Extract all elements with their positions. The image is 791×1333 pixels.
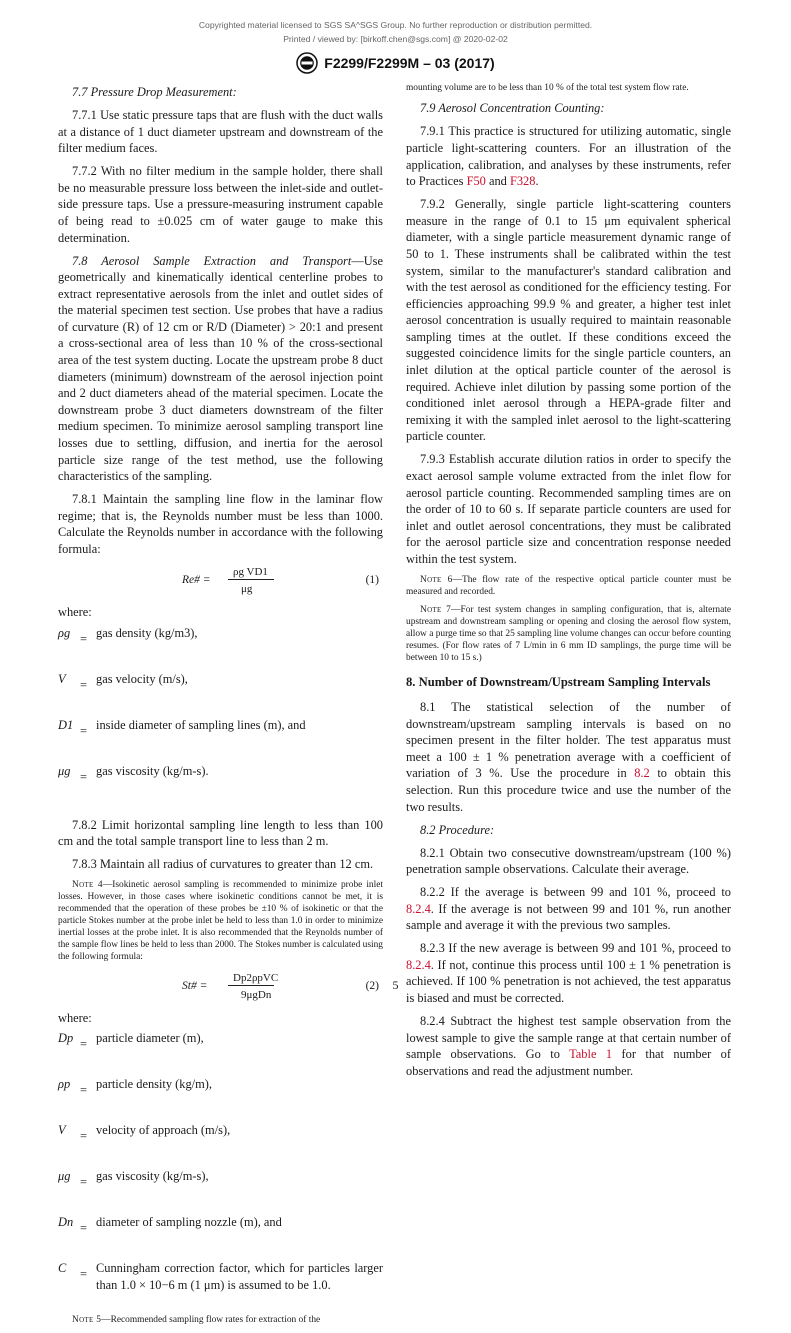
section-7-9-3: 7.9.3 Establish accurate dilution ratios in order to specify the exact aerosol sample volume extracted from the inlet flow for aerosol particle counting. Recommended sampling times are on the order of 10 to 60 s. If separate particle counters are used for inlet and outlet aerosol concentrations, they must be calibrated for the aerosol particle size and concentration response needed within the test system.	[406, 452, 731, 566]
section-7-8-2: 7.8.2 Limit horizontal sampling line length to less than 100 cm and the total sample transport line to less than 2 m.	[58, 817, 383, 849]
variable-sym: D1	[58, 717, 74, 732]
page-number: 5	[392, 978, 399, 992]
section-8-2-4: 8.2.4 Subtract the highest test sample observation from the lowest sample to give the sample range at that certain number of sample observations. Go to Table 1 for that number of observations and read the adjustment number.	[406, 1014, 731, 1078]
variables-list-2	[58, 1030, 383, 1306]
section-8-1: 8.1 The statistical selection of the number of downstream/upstream sampling intervals is based on no specimen present in the filter holder. The test apparatus must meet a 100 ± 1 % penetration average with a coefficient of variation of 3 %. Use the procedure in 8.2 to obtain this selection. Run this procedure twice and use the number of the two results.	[406, 699, 731, 814]
note-5-continued: mounting volume are to be less than 10 % of the total test system flow rate.	[406, 83, 689, 93]
section-7-8: 7.8 Aerosol Sample Extraction and Transport—Use geometrically and kinematically identical centerline probes to extract representative aerosols from the inlet and outlet sides of the material specimen test section. Use probes that have a radius of curvature (R) of 12 cm or R/D (Diameter) > 20:1 and present a cross-sectional area of less than 10 % of the cross-sectional area of the test system ducting. Locate the upstream probe 8 duct diameters (minimum) downstream of the aerosol injection point and 2 duct diameters ahead of the material specimen. Locate the downstream probe 3 duct diameters downstream of the filter medium specimen. To minimize aerosol sampling transport line losses due to settling, diffusion, and inertia for the aerosol particle size range of the test method, use the following characteristics of the sampling.	[58, 253, 383, 484]
link-8-2-4-b[interactable]: 8.2.4	[406, 957, 431, 972]
printed-by-notice: Printed / viewed by: [birkoff.chen@sgs.com] @ 2020-02-02	[283, 34, 508, 44]
variable-sym: V	[58, 671, 66, 686]
variable-desc: velocity of approach (m/s),	[96, 1123, 231, 1138]
section-7-8-1: 7.8.1 Maintain the sampling line flow in the laminar flow regime; that is, the Reynolds number must be less than 1000. Calculate the Reynolds number in accordance with the following formula:	[58, 492, 383, 556]
variable-desc: inside diameter of sampling lines (m), and	[96, 717, 306, 732]
variable-desc: gas viscosity (kg/m-s),	[96, 1169, 209, 1184]
variable-eq: =	[80, 1175, 87, 1190]
section-7-8-3: 7.8.3 Maintain all radius of curvatures to greater than 12 cm.	[72, 857, 374, 872]
link-8-2[interactable]: 8.2	[634, 766, 650, 781]
variable-eq: =	[80, 769, 87, 784]
section-8-2-title: 8.2 Procedure:	[420, 822, 495, 837]
left-column	[58, 84, 383, 1333]
note-7: Note 7—For test system changes in sampling configuration, that is, alternate upstream and downstream sampling or opening and closing the aerosol flow system, allow a purge time so that 25 sampling line volume changes can occur before counting resumes. (For flow rates of 7 L/min in 6 mm ID samplings, the purge time will be between 10 to 15 s.)	[406, 605, 731, 664]
section-7-9-2: 7.9.2 Generally, single particle light-scattering counters measure in the range of 0.1 to 15 μm equivalent spherical diameter, with a single particle measurement dynamic range of 50 to 1. These instruments shall be calibrated within the test system, similar to the manufacturer's standard calibration and with the test aerosol as conditioned for the efficiency testing. For efficiencies approaching 99.9 % and greater, a higher test inlet aerosol concentration is usually required to maintain reasonable sampling times at the outlet. If these conditions exceed the suggested coincidence limits for the single particle counters, an inlet dilution at the optical particle counter of the aerosol is required. Achieve inlet dilution by passing some portion of the conditioned inlet aerosol through a HEPA-grade filter and remixing it with the sampled inlet aerosol to the light-scattering particle counter.	[406, 197, 731, 444]
right-column	[406, 82, 731, 1086]
variable-eq: =	[80, 723, 87, 738]
section-7-9-1: 7.9.1 This practice is structured for utilizing automatic, single particle light-scattering counters. For an illustration of the application, calibration, and analyses by these instruments, refer to Practices F50 and F328.	[406, 124, 731, 189]
section-7-7-1: 7.7.1 Use static pressure taps that are flush with the duct walls at a distance of 1 duct diameter upstream and downstream of the filter medium faces.	[58, 107, 383, 156]
equation-1: Re# = ρg VD1 μg (1)	[182, 565, 379, 595]
variable-desc: Cunningham correction factor, which for particles larger than 1.0 × 10−6 m (1 μm) is assumed to be 1.0.	[96, 1261, 383, 1292]
section-7-9-title: 7.9 Aerosol Concentration Counting:	[420, 101, 605, 116]
link-table-1[interactable]: Table 1	[569, 1047, 613, 1062]
variable-sym: V	[58, 1123, 66, 1138]
variable-eq: =	[80, 1267, 87, 1282]
variable-eq: =	[80, 1221, 87, 1236]
note-5: Note 5—Recommended sampling flow rates for extraction of the	[72, 1315, 321, 1326]
variable-sym: C	[58, 1261, 67, 1276]
variable-sym: ρg	[58, 625, 71, 640]
document-title-row	[0, 52, 791, 74]
section-8-2-1: 8.2.1 Obtain two consecutive downstream/upstream (100 %) penetration sample observations. Calculate their average.	[406, 845, 731, 877]
section-8-2-3: 8.2.3 If the new average is between 99 and 101 %, proceed to 8.2.4. If not, continue this process until 100 ± 1 % penetration is achieved. If 100 % penetration is not achieved, the test apparatus is biased and must be corrected.	[406, 941, 731, 1006]
document-designation: F2299/F2299M – 03 (2017)	[324, 55, 495, 71]
variable-eq: =	[80, 1129, 87, 1144]
variables-list-1	[58, 625, 383, 809]
variable-eq: =	[80, 631, 87, 646]
section-7-7-2: 7.7.2 With no filter medium in the sample holder, there shall be no measurable pressure loss between the inlet-side and outlet-side pressure taps. Use a pressure-measuring instrument capable of being read to ±0.025 cm of water gauge to make this determination.	[58, 164, 383, 245]
variable-desc: gas density (kg/m3),	[96, 625, 198, 640]
link-8-2-4-a[interactable]: 8.2.4	[406, 901, 431, 916]
variable-sym: Dp	[58, 1031, 74, 1046]
variable-desc: gas velocity (m/s),	[96, 671, 188, 686]
variable-eq: =	[80, 1037, 87, 1052]
variable-sym: ρp	[58, 1077, 71, 1092]
where-label-1: where:	[58, 604, 92, 619]
variable-sym: μg	[58, 763, 71, 778]
where-label-2: where:	[58, 1010, 92, 1025]
note-6: Note 6—The flow rate of the respective optical particle counter must be measured and recorded.	[406, 574, 731, 597]
link-f328[interactable]: F328	[509, 174, 536, 189]
variable-desc: gas viscosity (kg/m-s).	[96, 763, 209, 778]
astm-logo-icon	[296, 52, 318, 74]
variable-desc: diameter of sampling nozzle (m), and	[96, 1215, 282, 1230]
section-8-heading: 8. Number of Downstream/Upstream Sampling Intervals	[406, 675, 711, 690]
link-f50[interactable]: F50	[466, 174, 486, 189]
variable-sym: μg	[58, 1169, 71, 1184]
variable-sym: Dn	[58, 1215, 74, 1230]
note-4: Note 4—Isokinetic aerosol sampling is recommended to minimize probe inlet losses. However, in those cases where isokinetic conditions cannot be met, it is recommended that the operation of these probes be ±10 % of isokinetic or that the particle Stokes number at the probe inlet be held to less than 1.0 in order to minimize inertial losses at the probe inlet. It is also recommended that the Reynolds number of the sample flow lines be held to less than 2000. The Stokes number is calculated using the following formula:	[58, 880, 383, 963]
variable-eq: =	[80, 677, 87, 692]
section-7-7-title: 7.7 Pressure Drop Measurement:	[72, 85, 237, 99]
equation-2: St# = Dp2ρpVC 9μgDn (2)	[182, 971, 379, 1001]
copyright-notice: Copyrighted material licensed to SGS SA^SGS Group. No further reproduction or distribution permitted.	[198, 20, 593, 30]
variable-desc: particle diameter (m),	[96, 1031, 204, 1046]
variable-desc: particle density (kg/m),	[96, 1077, 212, 1092]
variable-eq: =	[80, 1083, 87, 1098]
section-8-2-2: 8.2.2 If the average is between 99 and 101 %, proceed to 8.2.4. If the average is not between 99 and 101 %, run another sample and average it with the previous two samples.	[406, 885, 731, 933]
